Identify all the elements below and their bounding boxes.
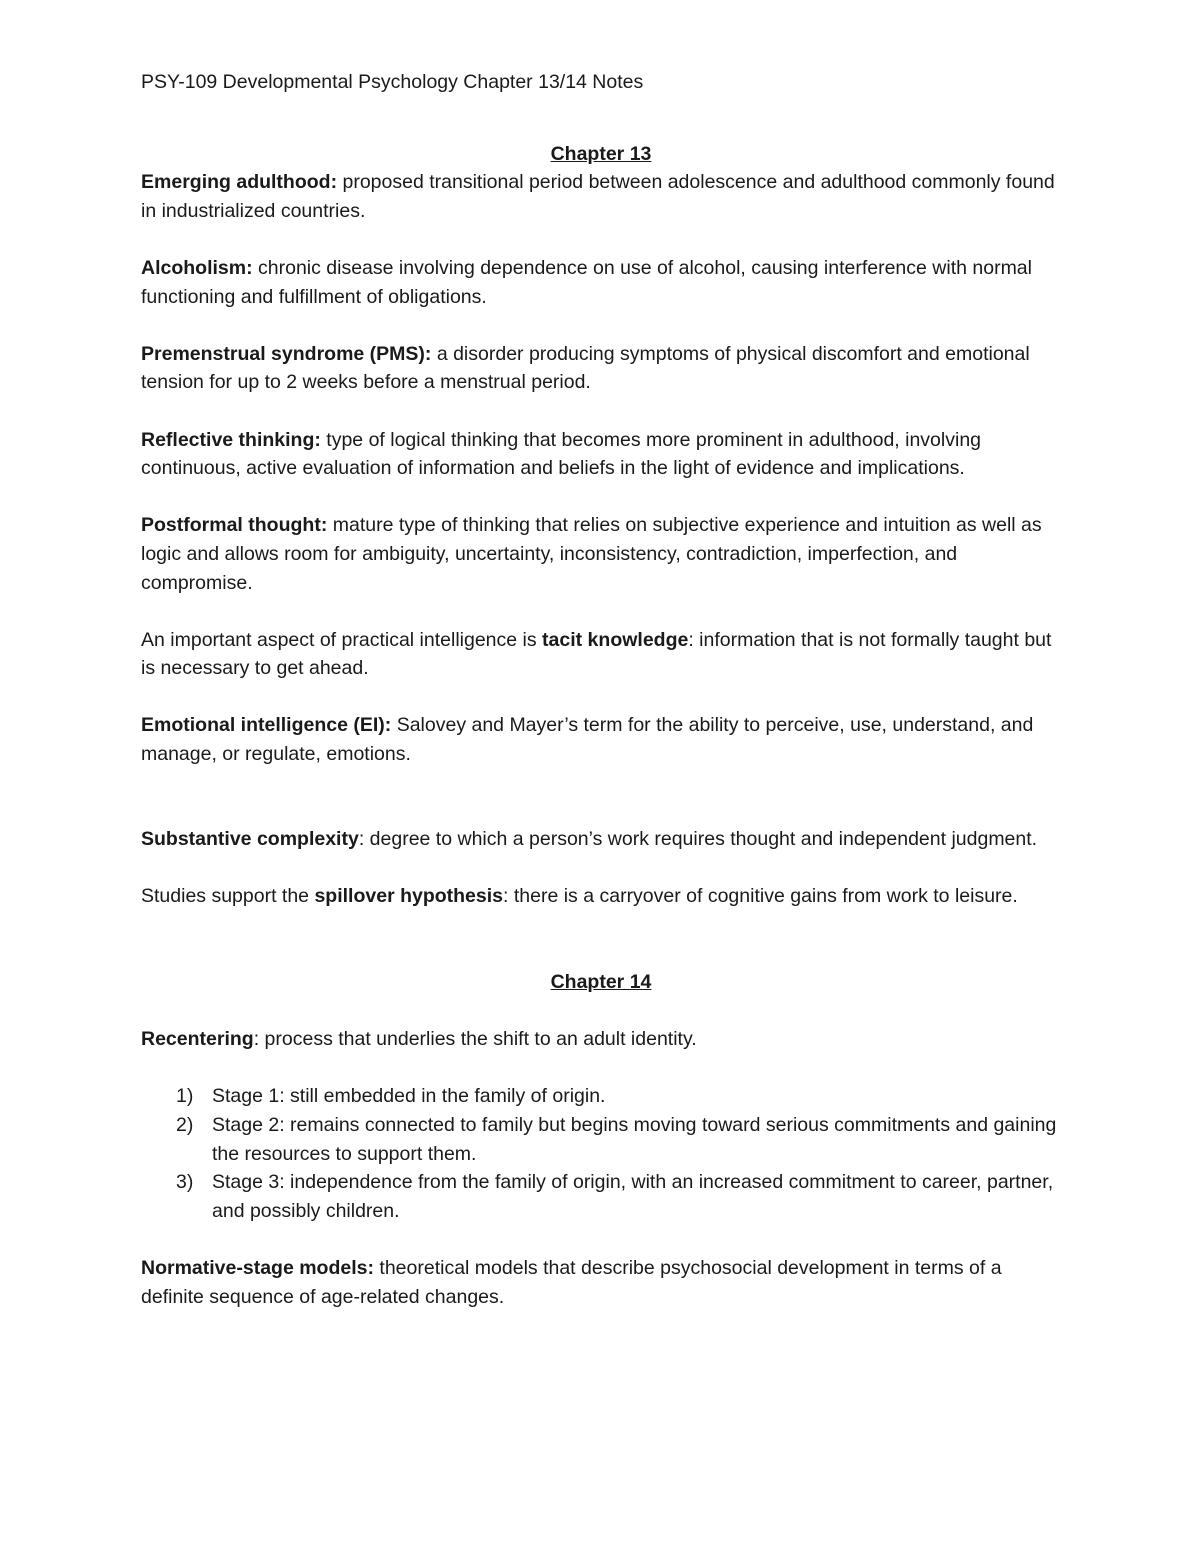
definition-spillover-hypothesis [141, 882, 1061, 911]
term-substantive-complexity: Substantive complexity [141, 828, 359, 851]
list-item-text: Stage 2: remains connected to family but begins moving toward serious commitments and gaining the resources to support them. [212, 1114, 1057, 1165]
chapter-14-title: Chapter 14 [550, 971, 652, 994]
list-item [141, 1111, 1061, 1168]
list-item [141, 1082, 1061, 1111]
definition-text: a disorder producing symptoms of physical discomfort and emotional tension for up to 2 weeks before a menstrual period. [141, 342, 1030, 394]
list-number: 2) [176, 1114, 194, 1136]
sentence-lead: Studies support the [141, 885, 315, 908]
definition-text: : process that underlies the shift to an adult identity. [253, 1028, 697, 1051]
term-tacit-knowledge: tacit knowledge [542, 628, 689, 651]
definition-text: Salovey and Mayer’s term for the ability to perceive, use, understand, and manage, or regulate, emotions. [141, 714, 1034, 766]
definition-text: chronic disease involving dependence on use of alcohol, causing interference with normal functioning and fulfillment of obligations. [141, 256, 1032, 308]
sentence-lead: An important aspect of practical intelligence is [141, 628, 543, 651]
definition-recentering [141, 1025, 1061, 1054]
definition-pms [141, 340, 1061, 397]
definition-text: : degree to which a person’s work requires thought and independent judgment. [358, 828, 1038, 851]
definition-emotional-intelligence [141, 711, 1061, 768]
definition-postformal-thought [141, 511, 1061, 597]
definition-text: : there is a carryover of cognitive gains from work to leisure. [503, 885, 1018, 908]
list-item-text: Stage 3: independence from the family of origin, with an increased commitment to career, partner, and possibly children. [212, 1171, 1054, 1222]
definition-text: theoretical models that describe psychosocial development in terms of a definite sequence of age-related changes. [141, 1256, 1002, 1308]
term-recentering: Recentering [141, 1028, 254, 1051]
list-item-text: Stage 1: still embedded in the family of origin. [212, 1085, 606, 1108]
list-number: 3) [176, 1171, 194, 1194]
term-emotional-intelligence: Emotional intelligence (EI): [141, 714, 392, 737]
definition-alcoholism [141, 254, 1061, 311]
definition-text: type of logical thinking that becomes more prominent in adulthood, involving continuous, active evaluation of information and beliefs in the light of evidence and implications. [141, 428, 982, 480]
list-item [141, 1168, 1061, 1225]
list-number: 1) [176, 1085, 194, 1108]
definition-emerging-adulthood [141, 168, 1061, 225]
definition-tacit-knowledge [141, 626, 1061, 683]
blank-lines [141, 911, 1061, 968]
definition-normative-stage-models [141, 1254, 1061, 1311]
definition-text: : information that is not formally taught but is necessary to get ahead. [141, 628, 1052, 680]
term-reflective-thinking: Reflective thinking: [141, 428, 321, 451]
recentering-stages-list [141, 1082, 1061, 1225]
definition-substantive-complexity [141, 825, 1061, 854]
blank-line [141, 797, 1061, 825]
term-spillover-hypothesis: spillover hypothesis [314, 885, 504, 908]
document-header: PSY-109 Developmental Psychology Chapter 13/14 Notes [141, 71, 644, 93]
term-normative-stage-models: Normative-stage models: [141, 1256, 374, 1279]
document-page [141, 68, 1061, 1340]
term-postformal-thought: Postformal thought: [141, 514, 328, 537]
term-emerging-adulthood: Emerging adulthood: [141, 171, 338, 194]
term-pms: Premenstrual syndrome (PMS): [141, 342, 432, 365]
definition-text: proposed transitional period between adolescence and adulthood commonly found in industrialized countries. [141, 171, 1055, 222]
definition-text: mature type of thinking that relies on subjective experience and intuition as well as logic and allows room for ambiguity, uncertainty, inconsistency, contradiction, imperfection, and compromise. [141, 514, 1042, 594]
chapter-13-title: Chapter 13 [550, 142, 652, 165]
definition-reflective-thinking [141, 426, 1061, 483]
term-alcoholism: Alcoholism: [141, 256, 253, 279]
